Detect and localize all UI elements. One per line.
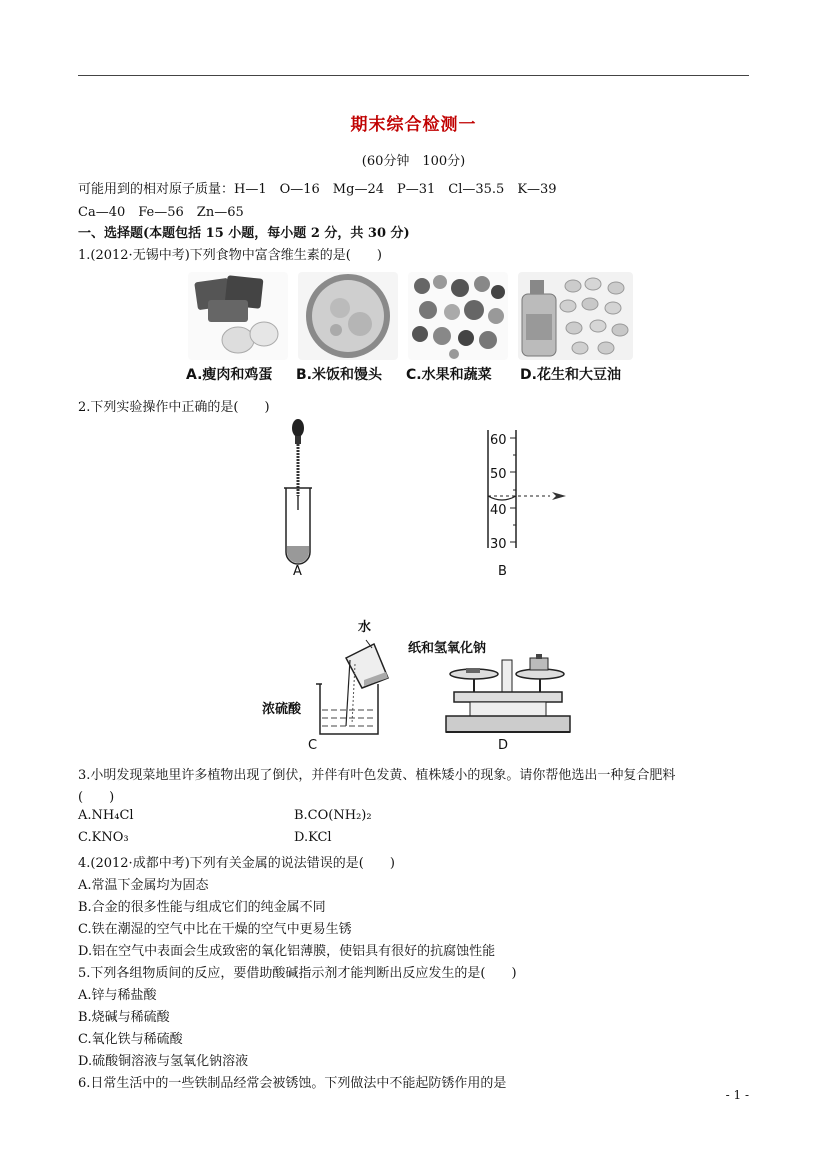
peanuts-soybean-oil-image — [518, 272, 633, 360]
graduated-cylinder-figure — [470, 428, 580, 552]
cylinder-tick-60: 60 — [490, 433, 507, 448]
q3-option-a: A.NH₄Cl — [78, 808, 134, 823]
meat-eggs-image — [188, 272, 288, 360]
rice-buns-image — [298, 272, 398, 360]
q5-option-b: B.烧碱与稀硫酸 — [78, 1010, 170, 1025]
q1-caption-a: A.瘦肉和鸡蛋 — [186, 367, 273, 383]
q2-label-d: D — [498, 738, 509, 753]
q5-option-c: C.氧化铁与稀硫酸 — [78, 1032, 183, 1047]
q1-caption-c: C.水果和蔬菜 — [406, 367, 492, 383]
dropper-test-tube-figure — [276, 418, 326, 566]
question-1-stem: 1.(2012·无锡中考)下列食物中富含维生素的是( ) — [78, 248, 382, 263]
balance-scale-figure — [440, 652, 580, 742]
question-6-stem: 6.日常生活中的一些铁制品经常会被锈蚀。下列做法中不能起防锈作用的是 — [78, 1076, 507, 1091]
q1-caption-d: D.花生和大豆油 — [520, 367, 621, 383]
page-number: - 1 - — [725, 1088, 749, 1102]
page-title: 期末综合检测一 — [350, 115, 477, 135]
q3-option-c: C.KNO₃ — [78, 830, 129, 845]
q5-option-a: A.锌与稀盐酸 — [78, 988, 157, 1003]
q2-label-a: A — [293, 564, 302, 579]
q3-option-b: B.CO(NH₂)₂ — [294, 808, 372, 823]
atomic-masses-line1: 可能用到的相对原子质量：H—1 O—16 Mg—24 P—31 Cl—35.5 K—39 — [78, 182, 557, 197]
cylinder-tick-50: 50 — [490, 467, 507, 482]
pouring-water-figure — [300, 630, 400, 740]
q2-d-label: 纸和氢氧化钠 — [408, 641, 487, 656]
cylinder-tick-30: 30 — [490, 537, 507, 552]
fruits-vegetables-image — [408, 272, 508, 360]
question-2-stem: 2.下列实验操作中正确的是( ) — [78, 400, 270, 415]
q1-caption-b: B.米饭和馒头 — [296, 367, 382, 383]
section-heading: 一、选择题(本题包括 15 小题，每小题 2 分，共 30 分) — [78, 226, 410, 241]
q3-option-d: D.KCl — [294, 830, 332, 845]
question-5-stem: 5.下列各组物质间的反应，要借助酸碱指示剂才能判断出反应发生的是( ) — [78, 966, 517, 981]
page-subtitle: (60分钟 100分) — [361, 154, 466, 169]
cylinder-tick-40: 40 — [490, 503, 507, 518]
question-4-stem: 4.(2012·成都中考)下列有关金属的说法错误的是( ) — [78, 856, 395, 871]
q4-option-a: A.常温下金属均为固态 — [78, 878, 209, 893]
q2-label-c: C — [308, 738, 318, 753]
q5-option-d: D.硫酸铜溶液与氢氧化钠溶液 — [78, 1054, 249, 1069]
q2-c-acid-label: 浓硫酸 — [262, 702, 302, 717]
q4-option-d: D.铝在空气中表面会生成致密的氧化铝薄膜，使铝具有很好的抗腐蚀性能 — [78, 944, 496, 959]
q2-c-water-label: 水 — [358, 620, 372, 635]
question-3-paren: ( ) — [78, 790, 115, 805]
q4-option-b: B.合金的很多性能与组成它们的纯金属不同 — [78, 900, 326, 915]
header-rule — [78, 75, 749, 76]
q2-label-b: B — [498, 564, 507, 579]
q4-option-c: C.铁在潮湿的空气中比在干燥的空气中更易生锈 — [78, 922, 352, 937]
question-3-stem: 3.小明发现菜地里许多植物出现了倒伏，并伴有叶色发黄、植株矮小的现象。请你帮他选出一种复合肥料 — [78, 768, 676, 783]
atomic-masses-line2: Ca—40 Fe—56 Zn—65 — [78, 205, 244, 220]
